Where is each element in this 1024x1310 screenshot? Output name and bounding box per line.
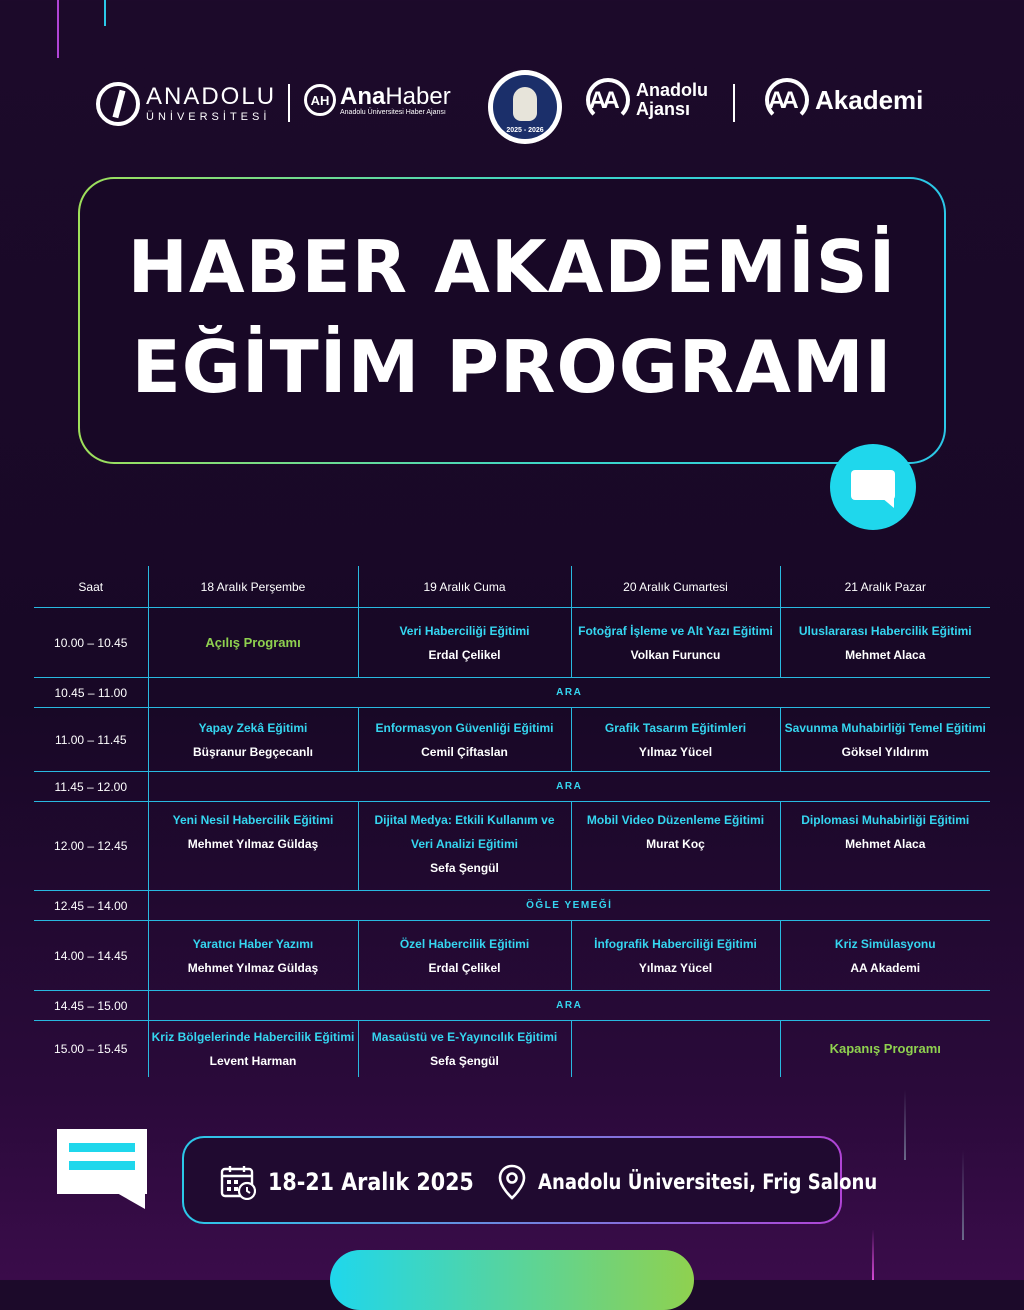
page-title-line-1: HABER AKADEMİSİ — [127, 225, 897, 309]
session-cell — [358, 921, 571, 991]
anahaber-mark: AH — [304, 84, 336, 116]
session-cell — [358, 1021, 571, 1077]
decor-line — [904, 1090, 906, 1160]
session-cell — [571, 802, 780, 891]
break-row — [34, 891, 990, 921]
session-speaker: Mehmet Yılmaz Güldaş — [187, 960, 319, 975]
session-speaker: Murat Koç — [646, 837, 705, 851]
time-cell: 14.45 – 15.00 — [34, 991, 148, 1021]
session-speaker: Göksel Yıldırım — [841, 744, 929, 759]
event-info-box — [182, 1136, 878, 1224]
session-title: Yapay Zekâ Eğitimi — [198, 720, 308, 735]
table-row — [34, 802, 990, 891]
event-date: 18-21 Aralık 2025 — [268, 1168, 474, 1196]
session-cell — [780, 802, 990, 891]
lunch-break-label: ÖĞLE YEMEĞİ — [148, 891, 990, 921]
session-cell — [148, 708, 358, 772]
session-cell — [358, 802, 571, 891]
session-cell — [780, 708, 990, 772]
session-speaker: Sefa Şengül — [430, 1053, 499, 1068]
session-title-continued: Veri Analizi Eğitimi — [411, 837, 518, 851]
break-label: ARA — [148, 772, 990, 802]
session-title: Kriz Bölgelerinde Habercilik Eğitimi — [151, 1029, 355, 1044]
session-speaker: Mehmet Alaca — [845, 837, 926, 851]
session-speaker: Yılmaz Yücel — [638, 960, 713, 975]
session-speaker: AA Akademi — [850, 960, 921, 975]
logo-separator — [288, 84, 290, 122]
session-speaker: Mehmet Alaca — [845, 647, 926, 662]
table-row — [34, 708, 990, 772]
session-title: Kriz Simülasyonu — [834, 936, 936, 951]
session-cell — [148, 608, 358, 678]
session-speaker: Yılmaz Yücel — [638, 744, 713, 759]
session-cell — [571, 921, 780, 991]
column-header: Saat — [34, 566, 148, 608]
break-label: ARA — [148, 991, 990, 1021]
anadolu-universitesi-mark — [96, 82, 140, 126]
column-header: 18 Aralık Perşembe — [148, 566, 358, 608]
session-title: Enformasyon Güvenliği Eğitimi — [375, 720, 554, 735]
time-cell: 10.45 – 11.00 — [34, 678, 148, 708]
table-row — [34, 1021, 990, 1077]
session-speaker: Sefa Şengül — [430, 861, 499, 875]
title-box — [78, 177, 946, 464]
column-header: 20 Aralık Cumartesi — [571, 566, 780, 608]
logo-separator — [733, 84, 735, 122]
column-header: 19 Aralık Cuma — [358, 566, 571, 608]
session-title: Mobil Video Düzenleme Eğitimi — [586, 813, 765, 827]
session-speaker: Volkan Furuncu — [630, 647, 721, 662]
menu-flag-icon — [57, 1129, 147, 1194]
aa-akademi-logo — [765, 78, 923, 122]
logo-text-bold: Ana — [340, 82, 386, 110]
table-row — [34, 608, 990, 678]
session-speaker: Levent Harman — [209, 1053, 297, 1068]
session-title: Yeni Nesil Habercilik Eğitimi — [172, 813, 334, 827]
session-title: Veri Haberciliği Eğitimi — [399, 623, 530, 638]
session-title: Diplomasi Muhabirliği Eğitimi — [801, 813, 970, 827]
time-cell: 10.00 – 10.45 — [34, 608, 148, 678]
logo-text: ÜNİVERSİTESİ — [146, 111, 271, 123]
session-speaker: Mehmet Yılmaz Güldaş — [187, 837, 319, 851]
decor-line — [872, 1230, 874, 1280]
aa-mark-icon: AA — [765, 78, 809, 122]
time-cell: 12.45 – 14.00 — [34, 891, 148, 921]
table-row — [34, 921, 990, 991]
break-label: ARA — [148, 678, 990, 708]
partner-logos — [0, 70, 1024, 140]
logo-text: Ajansı — [636, 99, 691, 119]
session-title: Fotoğraf İşleme ve Alt Yazı Eğitimi — [578, 623, 773, 638]
anahaber-logo — [304, 84, 451, 116]
decor-line — [57, 0, 59, 58]
seal-portrait — [493, 75, 557, 139]
session-cell — [148, 921, 358, 991]
session-speaker: Erdal Çelikel — [428, 647, 501, 662]
session-title: Açılış Programı — [205, 635, 301, 650]
time-cell: 11.00 – 11.45 — [34, 708, 148, 772]
session-speaker: Cemil Çiftaslan — [421, 744, 508, 759]
schedule-table — [34, 566, 990, 1077]
break-row — [34, 678, 990, 708]
session-cell — [358, 708, 571, 772]
session-cell — [571, 608, 780, 678]
portrait-icon — [513, 87, 537, 121]
decorative-pill — [330, 1250, 694, 1310]
yunus-emre-seal-logo — [488, 70, 562, 144]
anadolu-ajansi-logo — [586, 78, 708, 122]
session-title: Masaüstü ve E-Yayıncılık Eğitimi — [371, 1029, 558, 1044]
session-title: Grafik Tasarım Eğitimleri — [604, 720, 747, 735]
break-row — [34, 991, 990, 1021]
time-cell: 11.45 – 12.00 — [34, 772, 148, 802]
session-cell-empty — [571, 1021, 780, 1077]
logo-text — [340, 82, 451, 110]
session-cell — [780, 921, 990, 991]
session-title: Dijital Medya: Etkili Kullanım ve — [374, 813, 555, 827]
session-title: Uluslararası Habercilik Eğitimi — [798, 623, 972, 638]
logo-subtitle: Anadolu Üniversitesi Haber Ajansı — [340, 108, 446, 116]
time-cell: 15.00 – 15.45 — [34, 1021, 148, 1077]
break-row — [34, 772, 990, 802]
logo-text: ANADOLU — [146, 83, 277, 110]
session-cell — [148, 1021, 358, 1077]
page-title-line-2: EĞİTİM PROGRAMI — [131, 325, 893, 409]
logo-text: Anadolu — [636, 80, 708, 100]
logo-text: Akademi — [815, 84, 924, 115]
session-cell — [358, 608, 571, 678]
anadolu-universitesi-logo — [96, 82, 276, 126]
seal-year: 2025 - 2026 — [506, 127, 544, 134]
session-title: Yaratıcı Haber Yazımı — [192, 936, 314, 951]
session-cell — [780, 1021, 990, 1077]
location-pin-icon — [498, 1164, 526, 1200]
session-speaker: Erdal Çelikel — [428, 960, 501, 975]
session-cell — [148, 802, 358, 891]
session-title: İnfografik Haberciliği Eğitimi — [594, 936, 757, 951]
time-cell: 14.00 – 14.45 — [34, 921, 148, 991]
event-location: Anadolu Üniversitesi, Frig Salonu — [538, 1170, 878, 1194]
calendar-icon — [220, 1164, 256, 1200]
chat-bubble-icon — [830, 444, 916, 530]
session-speaker: Büşranur Begçecanlı — [192, 744, 314, 759]
aa-mark-icon: AA — [586, 78, 630, 122]
logo-text-regular: Haber — [385, 82, 451, 110]
decor-line — [962, 1150, 964, 1240]
decor-line — [104, 0, 106, 26]
table-header-row — [34, 566, 990, 608]
session-cell — [780, 608, 990, 678]
session-title: Kapanış Programı — [829, 1041, 941, 1057]
session-title: Özel Habercilik Eğitimi — [399, 936, 530, 951]
column-header: 21 Aralık Pazar — [780, 566, 990, 608]
time-cell: 12.00 – 12.45 — [34, 802, 148, 891]
session-title: Savunma Muhabirliği Temel Eğitimi — [784, 720, 986, 735]
session-cell — [571, 708, 780, 772]
